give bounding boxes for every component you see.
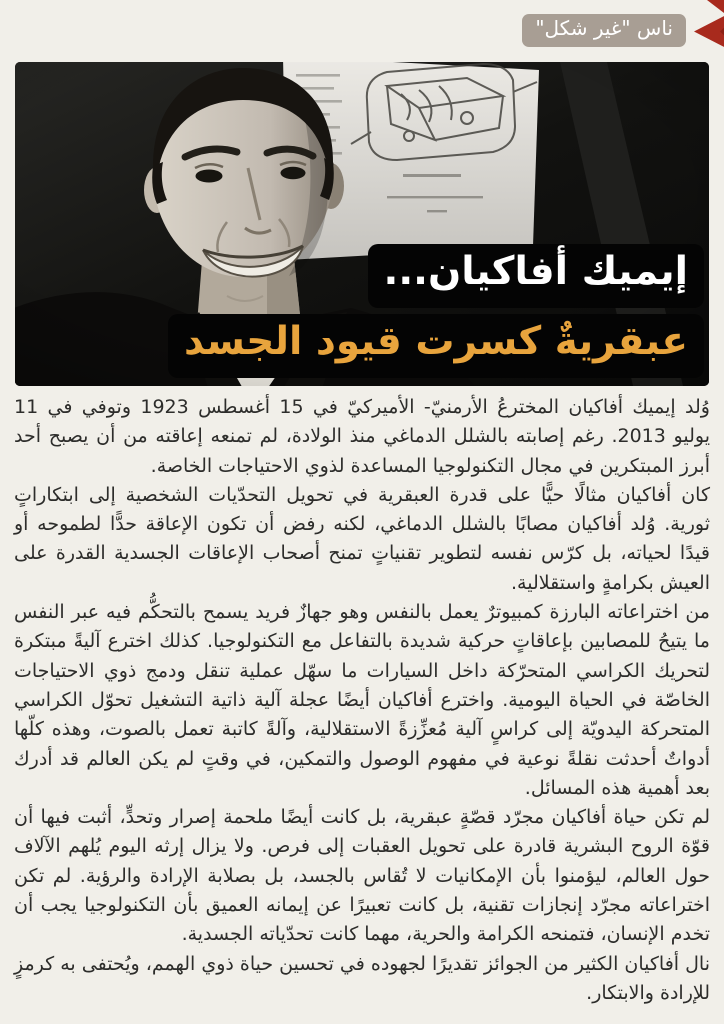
corner-triangle-icon: [707, 0, 724, 13]
paragraph-inventions: من اختراعاته البارزة كمبيوترٌ يعمل بالنفس وهو جهازٌ فريد يسمح بالتحكُّم فيه عبر النفس ما يتيحُ للمصابين بإعاقاتٍ حركية شديدة بالتفاعل مع التكنولوجيا. كذلك اخترع آليةً مبتكرة لتحريك الكراسي المتحرّكة داخل السيارات ما سهّل عملية تنقل ودمج ذوي الاحتياجات الخاصّة في الحياة اليومية. واخترع أفاكيان أيضًا عجلة آلية ذاتية التشغيل تحوّل الكراسي المتحركة اليدويّة إلى كراسٍ آلية مُعزِّزةً الاستقلالية، وآلةً كاتبة تعمل بالصوت، وهذه كلّها أدواتٌ أحدثت نقلةً نوعية في مفهوم الوصول والتمكين، في وقتٍ لم يكن العالم قد أدرك بعد أهمية هذه المسائل.: [14, 601, 710, 799]
paragraph-awards: نال أفاكيان الكثير من الجوائز تقديرًا لجهوده في تحسين حياة ذوي الهمم، ويُحتفى به كرمزٍ للإرادة والابتكار.: [14, 952, 710, 1004]
article-title-line1: إيميك أفاكيان...: [368, 244, 705, 308]
article-title-line2: عبقريةٌ كسرت قيود الجسد: [168, 314, 704, 378]
section-badge[interactable]: [522, 14, 686, 47]
hero-photo: [15, 62, 709, 386]
left-arrow-icon: [694, 13, 724, 50]
article-body: [14, 393, 710, 1008]
page-header: [0, 0, 724, 58]
section-badge-label: ناس "غير شكل": [535, 16, 673, 40]
paragraph-example-genius: كان أفاكيان مثالًا حيًّا على قدرة العبقرية في تحويل التحدّيات الشخصية إلى ابتكاراتٍ ثورية. وُلد أفاكيان مصابًا بالشلل الدماغي، لكنه رفض أن تكون الإعاقة حدًّا لطموحه أو قيدًا لحياته، بل كرّس نفسه لتطوير تقنياتٍ تمنح أصحاب الإعاقات الجسدية القدرة على العيش بكرامةٍ واستقلالية.: [14, 483, 710, 594]
paragraph-birth-death: وُلد إيميك أفاكيان المخترعُ الأرمنيّ- الأميركيّ في 15 أغسطس 1923 وتوفي في 11 يوليو 2013. رغم إصابته بالشلل الدماغي منذ الولادة، لم تمنعه إعاقته من أن يصبح أحد أبرز المبتكرين في مجال التكنولوجيا المساعدة لذوي الاحتياجات الخاصة.: [14, 396, 710, 477]
paragraph-legacy: لم تكن حياة أفاكيان مجرّد قصّةٍ عبقرية، بل كانت أيضًا ملحمة إصرار وتحدٍّ، أثبت فيها أن قوّة الروح البشرية قادرة على تحويل العقبات إلى فرص. ولا يزال إرثه اليوم يُلهم الآلاف حول العالم، ليؤمنوا بأن الإمكانيات لا تُقاس بالجسد، بل بصلابة الإرادة والرؤية. لم تكن اختراعاته مجرّد إنجازات تقنية، بل كانت تعبيرًا عن إيمانه العميق بأن التكنولوجيا يجب أن تخدم الإنسان، فتمنحه الكرامة والحرية، مهما كانت تحدّياته الجسدية.: [14, 806, 710, 946]
